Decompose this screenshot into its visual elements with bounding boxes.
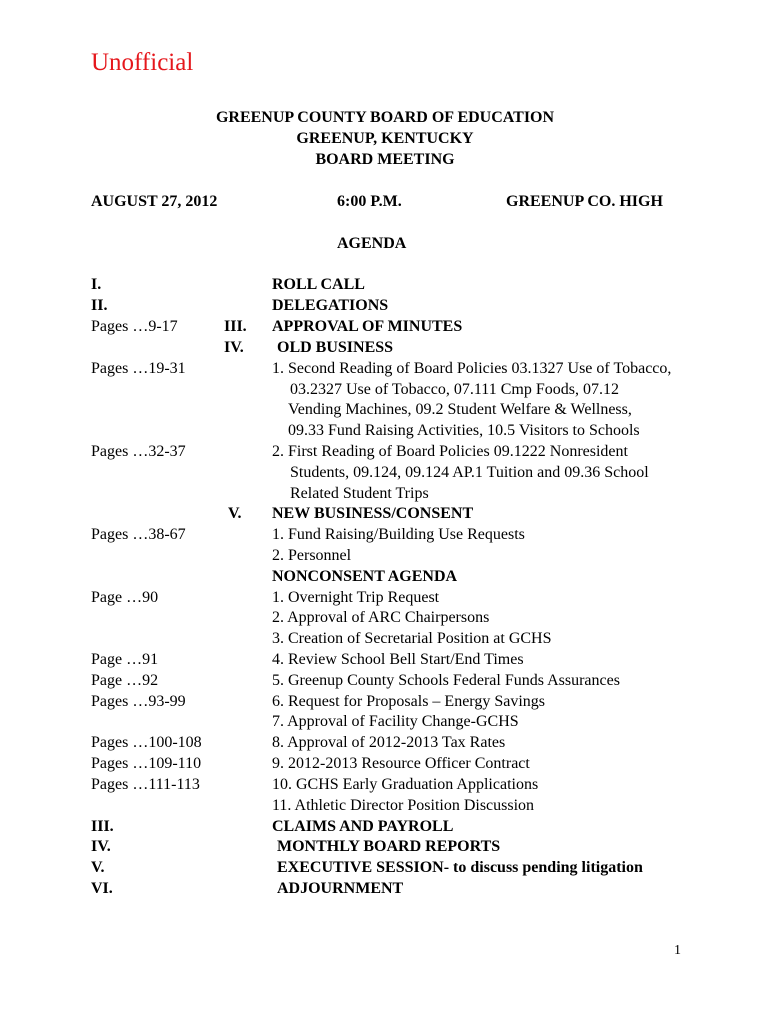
meeting-date: AUGUST 27, 2012 [91,193,218,210]
header-meeting: BOARD MEETING [315,151,455,168]
nonconsent-item: 10. GCHS Early Graduation Applications [272,776,539,793]
old-business-item1-pages: Pages …19-31 [91,360,186,377]
meeting-location: GREENUP CO. HIGH [506,193,663,210]
delegations-number: II. [91,297,108,314]
reports-heading: MONTHLY BOARD REPORTS [277,838,501,855]
nonconsent-item-pages: Pages …93-99 [91,693,186,710]
new-business-number: V. [228,505,242,522]
new-business-item2: 2. Personnel [272,547,352,564]
claims-number: III. [91,818,114,835]
old-business-item1-line: 1. Second Reading of Board Policies 03.1327 Use of Tobacco, [272,360,672,377]
reports-number: IV. [91,838,111,855]
claims-heading: CLAIMS AND PAYROLL [272,818,454,835]
old-business-item1-line: 03.2327 Use of Tobacco, 07.111 Cmp Foods, 07.12 [290,381,619,398]
header-location: GREENUP, KENTUCKY [296,130,474,147]
nonconsent-item: 3. Creation of Secretarial Position at GCHS [272,630,552,647]
nonconsent-item-pages: Pages …109-110 [91,755,202,772]
nonconsent-item: 6. Request for Proposals – Energy Savings [272,693,546,710]
nonconsent-item: 4. Review School Bell Start/End Times [272,651,524,668]
executive-session-heading: EXECUTIVE SESSION- to discuss pending litigation [277,859,643,876]
nonconsent-item-pages: Pages …100-108 [91,734,202,751]
minutes-pages: Pages …9-17 [91,318,178,335]
agenda-title: AGENDA [337,235,407,252]
nonconsent-heading: NONCONSENT AGENDA [272,568,458,585]
old-business-heading: OLD BUSINESS [277,339,394,356]
old-business-item2-line: Related Student Trips [290,485,429,502]
new-business-item1-pages: Pages …38-67 [91,526,186,543]
old-business-item1-line: Vending Machines, 09.2 Student Welfare & Wellness, [288,401,632,418]
nonconsent-item: 11. Athletic Director Position Discussion [272,797,535,814]
delegations-heading: DELEGATIONS [272,297,389,314]
unofficial-watermark: Unofficial [91,49,194,76]
minutes-heading: APPROVAL OF MINUTES [272,318,463,335]
old-business-item2-line: Students, 09.124, 09.124 AP.1 Tuition and 09.36 School [290,464,649,481]
old-business-item2-line: 2. First Reading of Board Policies 09.1222 Nonresident [272,443,628,460]
roll-call-heading: ROLL CALL [272,276,365,293]
minutes-number: III. [224,318,247,335]
nonconsent-item: 5. Greenup County Schools Federal Funds Assurances [272,672,620,689]
old-business-item1-line: 09.33 Fund Raising Activities, 10.5 Visitors to Schools [288,422,640,439]
page-number: 1 [674,943,681,958]
nonconsent-item-pages: Page …90 [91,589,159,606]
nonconsent-item: 7. Approval of Facility Change-GCHS [272,713,519,730]
old-business-number: IV. [224,339,244,356]
adjournment-number: VI. [91,880,113,897]
nonconsent-item-pages: Page …91 [91,651,159,668]
meeting-time: 6:00 P.M. [337,193,402,210]
new-business-heading: NEW BUSINESS/CONSENT [272,505,474,522]
header-title: GREENUP COUNTY BOARD OF EDUCATION [215,109,555,126]
executive-session-number: V. [91,859,105,876]
nonconsent-item: 1. Overnight Trip Request [272,589,440,606]
nonconsent-item: 2. Approval of ARC Chairpersons [272,609,490,626]
roll-call-number: I. [91,276,102,293]
nonconsent-item: 8. Approval of 2012-2013 Tax Rates [272,734,506,751]
nonconsent-item-pages: Page …92 [91,672,159,689]
new-business-item1: 1. Fund Raising/Building Use Requests [272,526,525,543]
adjournment-heading: ADJOURNMENT [277,880,404,897]
nonconsent-item-pages: Pages …111-113 [91,776,200,793]
nonconsent-item: 9. 2012-2013 Resource Officer Contract [272,755,530,772]
old-business-item2-pages: Pages …32-37 [91,443,186,460]
